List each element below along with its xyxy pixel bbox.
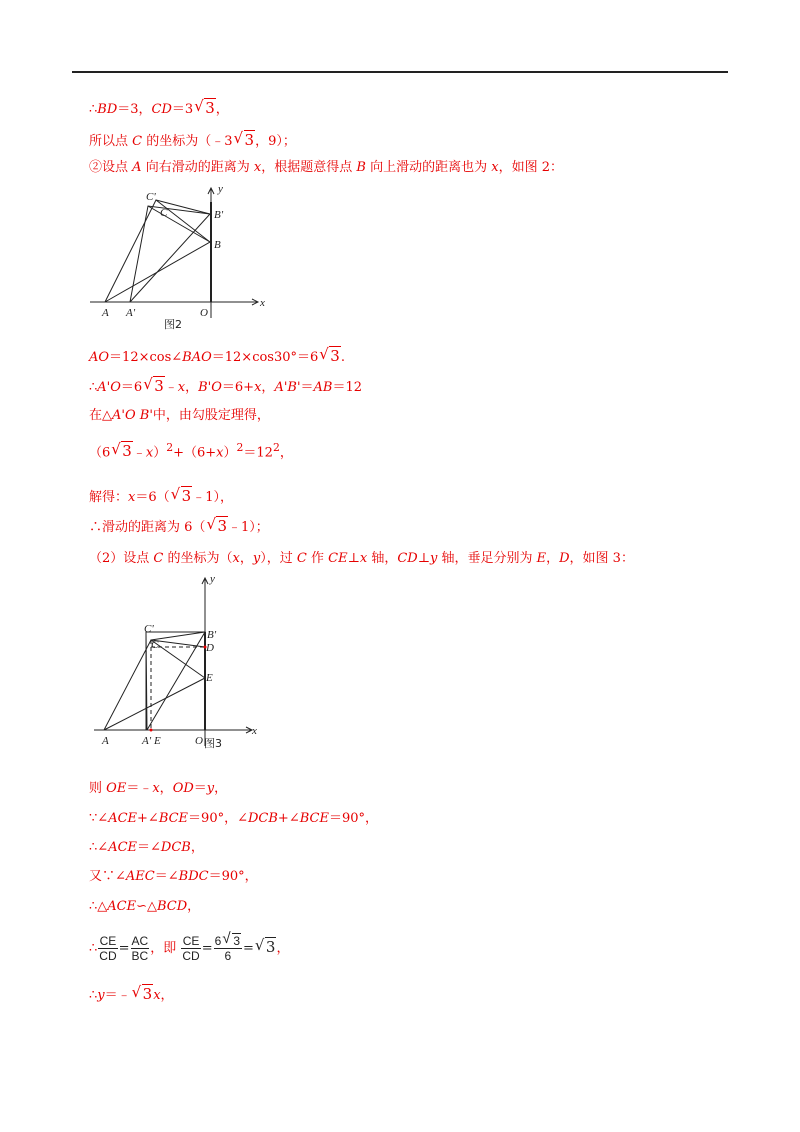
line-1: ∴BD＝3，CD＝3√ 3， — [89, 98, 229, 120]
line-2: 所以点 C 的坐标为（﹣3√ 3，9）； — [89, 130, 296, 152]
fig3-caption: 图3 — [204, 737, 222, 750]
line-6: 在△A'O B'中，由勾股定理得， — [89, 408, 270, 423]
line-14: 又∵∠AEC＝∠BDC＝90°， — [89, 869, 258, 884]
header-rule — [72, 71, 728, 73]
fig3-label-a-prime: A' — [142, 735, 152, 747]
fig3-label-x: x — [252, 725, 257, 737]
fig3-label-b-prime: B' — [207, 629, 217, 641]
line-13: ∴∠ACE＝∠DCB， — [89, 840, 204, 855]
fig3-label-d: D — [206, 642, 214, 654]
fig3-label-o: O — [195, 735, 203, 747]
fig2-label-b: B — [214, 239, 221, 251]
fig3-label-c-prime: C' — [144, 623, 154, 635]
fig2-label-a: A — [102, 307, 109, 319]
line-3: ②设点 A 向右滑动的距离为 x，根据题意得点 B 向上滑动的距离也为 x，如图 2： — [89, 160, 563, 175]
line-9: ∴滑动的距离为 6（√ 3﹣1）； — [89, 516, 269, 538]
figure-2 — [88, 180, 278, 340]
fig3-point-e-mark — [150, 729, 153, 732]
fig2-label-y: y — [218, 183, 223, 195]
fig3-label-a: A — [102, 735, 109, 747]
line-16: ∴ $\frac{CE}{CD}$ = $\frac{AC}{BC}$ ，即 $\frac{CE}{CD}$ = $\frac{6√ 3}{6}$ =√ 3， — [89, 930, 289, 966]
fig3-label-e: E — [154, 735, 161, 747]
fig2-label-a-prime: A' — [126, 307, 136, 319]
fig2-label-o: O — [200, 307, 208, 319]
fig2-caption: 图2 — [164, 318, 182, 331]
line-15: ∴△ACE∽△BCD， — [89, 899, 201, 914]
fig2-label-b-prime: B' — [214, 209, 224, 221]
line-7: （6√ $3﹣x)^2+(6+x)^2=12^2$， — [89, 438, 293, 463]
fig3-label-c: C — [151, 639, 159, 651]
line-5: ∴A'O＝6√ 3﹣x，B'O＝6+x，A'B'＝AB＝12 — [89, 376, 362, 398]
figure-3 — [92, 568, 267, 753]
fig2-label-x: x — [260, 297, 265, 309]
line-11: 则 OE＝﹣x，OD＝y， — [89, 781, 228, 796]
line-10: （2）设点 C 的坐标为（x，y），过 C 作 CE⊥x 轴，CD⊥y 轴，垂足分别为 E，D，如图 3： — [89, 551, 634, 566]
line-17: ∴y＝﹣√ 3x， — [89, 984, 174, 1006]
fig2-label-c-prime: C' — [146, 191, 156, 203]
line-8: 解得：x＝6（√ 3﹣1）， — [89, 486, 233, 508]
line-12: ∵∠ACE+∠BCE＝90°，∠DCB+∠BCE＝90°， — [89, 811, 378, 826]
fig2-label-c: C — [160, 207, 168, 219]
fig3-label-e-upper: E — [206, 672, 213, 684]
fig3-label-y: y — [210, 573, 215, 585]
line-4: AO＝12×cos∠BAO＝12×cos30°＝6√ 3. — [89, 346, 345, 368]
